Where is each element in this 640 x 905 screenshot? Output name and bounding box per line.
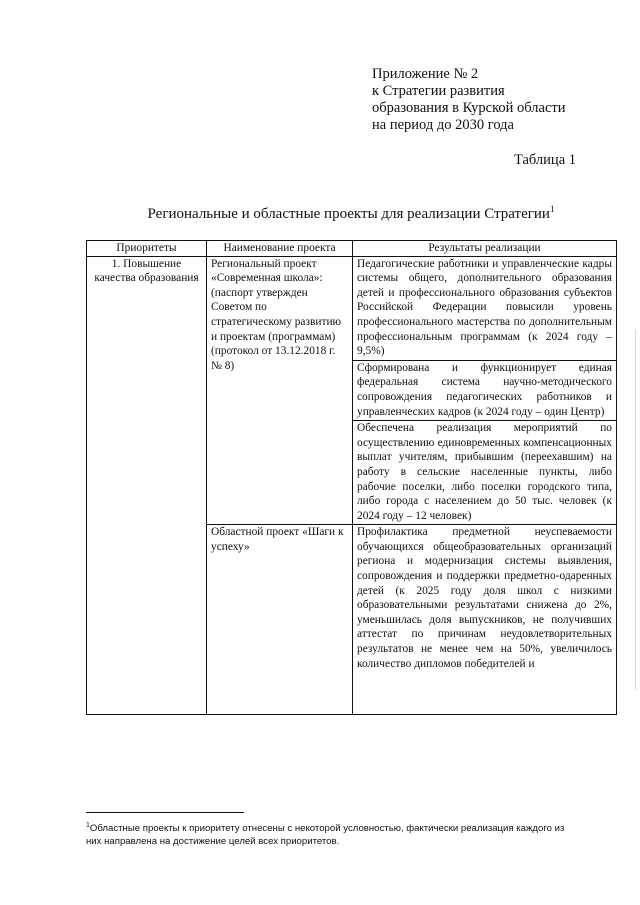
column-header: Результаты реализации [353, 241, 617, 257]
table-row [87, 256, 617, 360]
footnote-divider [86, 812, 244, 813]
project-name-cell: Региональный проект «Современная школа»: (паспорт утвержден Советом по стратегическому развитию и проектам (программам) (протокол от 13.12.2018 г. № 8) [207, 256, 353, 525]
footnote-reference: 1 [549, 204, 555, 214]
page-title [86, 204, 616, 223]
page-title-text: Региональные и областные проекты для реализации Стратегии [147, 206, 550, 222]
table-label: Таблица 1 [513, 152, 576, 168]
column-header: Приоритеты [87, 241, 207, 257]
table-header-row [87, 241, 617, 257]
result-cell: Обеспечена реализация мероприятий по осуществлению единовременных компенсационных выплат учителям, прибывшим (переехавшим) на работу в сельские населенные пункты, либо рабочие поселки, либо поселки городского типа, либо города с населением до 50 тыс. человек (к 2024 году – 12 человек) [353, 421, 617, 525]
priority-cell: 1. Повышение качества образования [87, 256, 207, 715]
appendix-header [372, 66, 622, 134]
project-name-cell: Областной проект «Шаги к успеху» [207, 525, 353, 715]
column-header: Наименование проекта [207, 241, 353, 257]
result-text: Профилактика предметной неуспеваемости обучающихся общеобразовательных организаций региона и модернизация системы выявления, сопровождения и поддержки предметно-одаренных детей (к 2025 году доля школ с низкими образовательными результатами снижена до 2%, уменьшилась доля выпускников, не получивших аттестат по причинам неудовлетворительных результатов не менее чем на 50%, увеличилось количество дипломов победителей и [357, 526, 612, 670]
result-cell [353, 525, 617, 715]
result-cell: Педагогические работники и управленческие кадры системы общего, дополнительного образования детей и профессионального образования субъектов Российской Федерации повысили уровень профессионального мастерства по дополнительным профессиональным программам (к 2024 году – 9,5%) [353, 256, 617, 360]
appendix-line: к Стратегии развития [372, 83, 505, 99]
footnote [86, 820, 582, 848]
appendix-line: на период до 2030 года [372, 117, 514, 133]
projects-table [86, 240, 617, 715]
appendix-line: Приложение № 2 [372, 66, 479, 82]
scan-margin-line [635, 330, 636, 690]
result-cell: Сформирована и функционирует единая федеральная система научно-методического сопровождения педагогических работников и управленческих кадров (к 2024 году – один Центр) [353, 360, 617, 420]
appendix-line: образования в Курской области [372, 100, 566, 116]
footnote-mark: 1 [86, 822, 90, 829]
footnote-text: Областные проекты к приоритету отнесены с некоторой условностью, фактически реализация каждого из них направлена на достижение целей всех приоритетов. [86, 823, 565, 847]
